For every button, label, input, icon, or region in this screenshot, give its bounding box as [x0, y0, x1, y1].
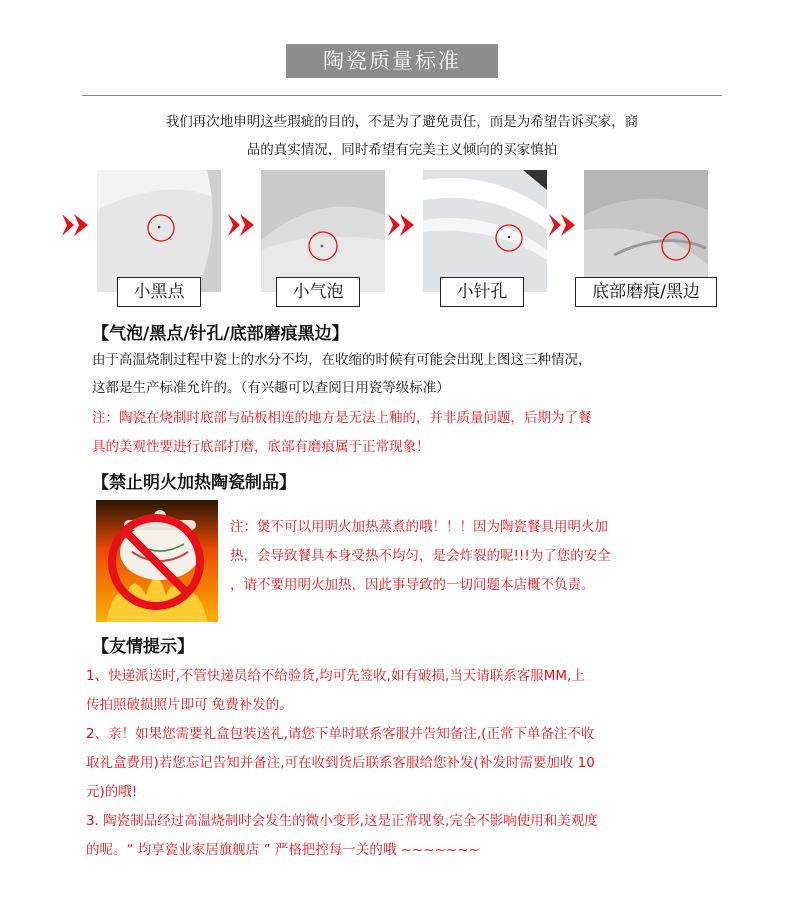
- intro-line-2: 品的真实情况，同时希望有完美主义倾向的买家慎拍: [246, 142, 558, 158]
- no-open-flame-text: [230, 513, 720, 600]
- defects-note-1: 注：陶瓷在烧制时底部与砧板相连的地方是无法上釉的，并非质量问题，后期为了餐: [92, 410, 592, 426]
- defect-photo-black-spot: [97, 170, 221, 292]
- page-title-banner: [286, 44, 498, 78]
- section-heading-tips: 【友情提示】: [92, 637, 194, 657]
- tip-3-line-2: 的呢。“ 均享瓷业家居旗舰店 ” 严格把控每一关的哦 ~~~~~~~: [86, 842, 480, 858]
- caption-black-spot: 小黑点: [117, 277, 201, 307]
- tip-2-line-2: 取礼盒费用)若您忘记告知并备注,可在收到货后联系客服给您补发(补发时需要加收 10: [86, 755, 595, 771]
- double-arrow-icon: [388, 214, 418, 236]
- caption-bottom-wear: 底部磨痕/黑边: [575, 277, 717, 307]
- no-open-flame-image: [96, 500, 218, 622]
- defects-note-2: 具的美观性要进行底部打磨，底部有磨痕属于正常现象！: [92, 439, 430, 455]
- double-arrow-icon: [228, 214, 258, 236]
- divider: [82, 95, 722, 96]
- tip-1-line-2: 传拍照破损照片即可 免费补发的。: [86, 697, 293, 713]
- section-heading-defects: 【气泡/黑点/针孔/底部磨痕黑边】: [92, 324, 349, 344]
- double-arrow-icon: [62, 214, 92, 236]
- double-arrow-icon: [549, 214, 579, 236]
- no-open-flame-line-1: 注：煲不可以用明火加热蒸煮的哦！！！因为陶瓷餐具用明火加: [230, 519, 608, 535]
- page-title: 陶瓷质量标准: [323, 49, 461, 73]
- tips-list: [86, 662, 736, 865]
- tip-2-line-3: 元)的哦!: [86, 784, 138, 800]
- defect-photo-bubble: [261, 170, 385, 292]
- defects-text-1: 由于高温烧制过程中瓷上的水分不均，在收缩的时候有可能会出现上图这三种情况，: [92, 352, 592, 368]
- tip-3-line-1: 3. 陶瓷制品经过高温烧制时会发生的微小变形,这是正常现象,完全不影响使用和美观度: [86, 813, 598, 829]
- intro-line-1: 我们再次地申明这些瑕疵的目的，不是为了避免责任，而是为希望告诉买家，商: [165, 114, 639, 130]
- tip-2-line-1: 2、亲！如果您需要礼盒包装送礼,请您下单时联系客服并告知备注,(正常下单备注不收: [86, 726, 595, 742]
- caption-pinhole: 小针孔: [440, 277, 524, 307]
- no-open-flame-line-2: 热，会导致餐具本身受热不均匀，是会炸裂的呢!!!为了您的安全: [230, 548, 611, 564]
- defect-photo-pinhole: [423, 170, 547, 292]
- defect-photo-bottom-wear: [584, 170, 708, 292]
- tip-1-line-1: 1、快递派送时,不管快递员给不给验货,均可先签收,如有破损,当天请联系客服MM,上: [86, 668, 585, 684]
- no-open-flame-line-3: ，请不要用明火加热，因此事导致的一切问题本店概不负责。: [230, 577, 595, 593]
- section-heading-no-open-flame: 【禁止明火加热陶瓷制品】: [92, 473, 296, 493]
- defects-text-2: 这都是生产标准允许的。（有兴趣可以查阅日用瓷等级标准）: [92, 380, 450, 396]
- caption-bubble: 小气泡: [276, 277, 360, 307]
